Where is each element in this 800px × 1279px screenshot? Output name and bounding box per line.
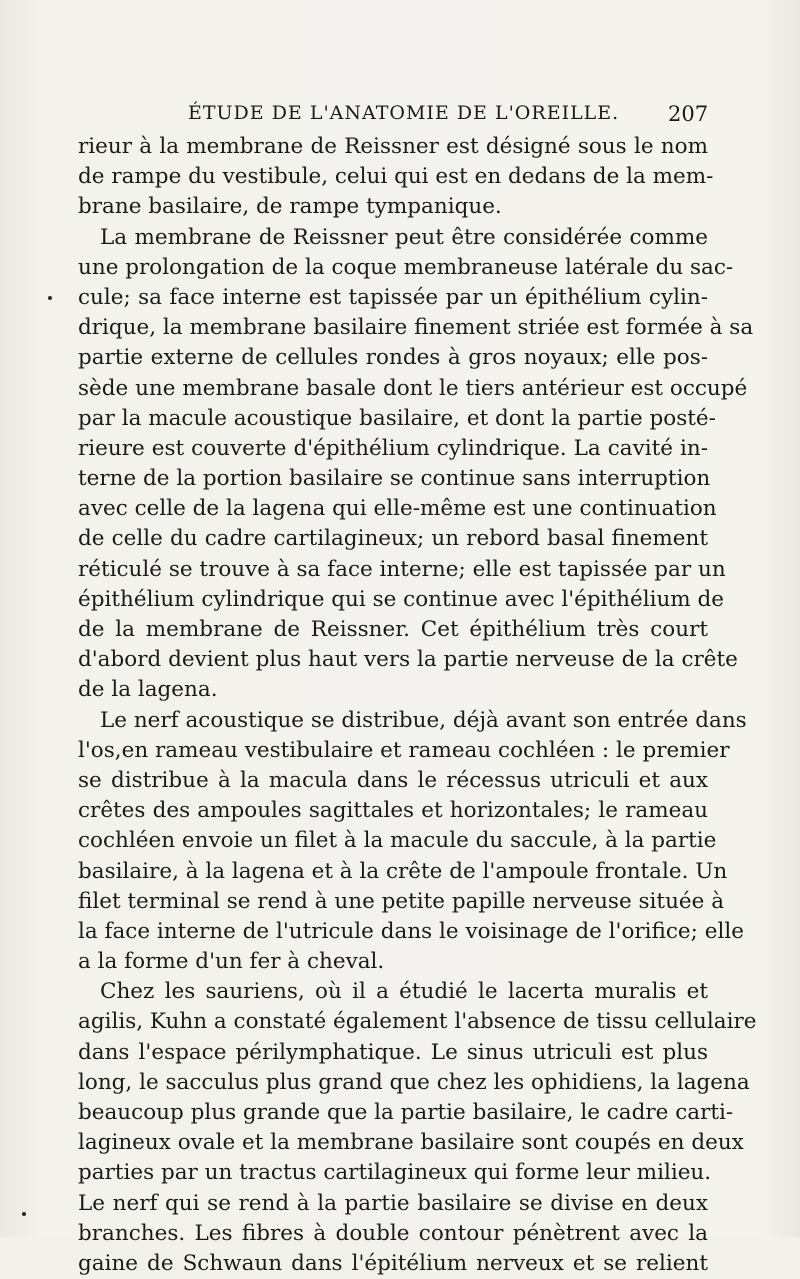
text-line: l'os,en rameau vestibulaire et rameau cochléen : le premier: [78, 737, 730, 763]
text-line: drique, la membrane basilaire finement striée est formée à sa: [78, 315, 754, 341]
text-line: lagineux ovale et la membrane basilaire sont coupés en deux: [78, 1130, 744, 1156]
text-line: parties par un tractus cartilagineux qui forme leur milieu.: [78, 1160, 712, 1186]
text-line: épithélium cylindrique qui se continue avec l'épithélium de: [78, 586, 725, 612]
text-line: avec celle de la lagena qui elle-même est une continuation: [78, 496, 717, 522]
text-line: cule; sa face interne est tapissée par un épithélium cylin-: [78, 284, 708, 310]
text-line: réticulé se trouve à sa face interne; elle est tapissée par un: [78, 556, 726, 582]
text-line: agilis, Kuhn a constaté également l'absence de tissu cellulaire: [78, 1009, 757, 1035]
body-text: [78, 132, 757, 1279]
text-line: rieure est couverte d'épithélium cylindrique. La cavité in-: [78, 435, 708, 461]
text-line: Le nerf qui se rend à la partie basilaire se divise en deux: [78, 1190, 708, 1216]
text-line: terne de la portion basilaire se continue sans interruption: [78, 466, 711, 492]
text-line: d'abord devient plus haut vers la partie nerveuse de la crête: [78, 647, 738, 673]
text-line: dans l'espace périlymphatique. Le sinus utriculi est plus: [78, 1039, 708, 1065]
text-line: une prolongation de la coque membraneuse latérale du sac-: [78, 254, 734, 280]
text-line: basilaire, à la lagena et à la crête de l'ampoule frontale. Un: [78, 858, 728, 884]
text-line: rieur à la membrane de Reissner est désigné sous le nom: [78, 134, 708, 159]
text-line: de la lagena.: [78, 677, 218, 703]
print-speck: [22, 1212, 26, 1216]
text-line: gaine de Schwaun dans l'épitélium nerveux et se relient: [78, 1250, 708, 1276]
text-line: brane basilaire, de rampe tympanique.: [78, 194, 502, 220]
text-line: beaucoup plus grande que la partie basilaire, le cadre carti-: [78, 1100, 734, 1125]
page-header: [0, 100, 800, 130]
text-line: filet terminal se rend à une petite papille nerveuse située à: [78, 888, 725, 914]
text-line: long, le sacculus plus grand que chez les ophidiens, la lagena: [78, 1069, 750, 1095]
running-title: ÉTUDE DE L'ANATOMIE DE L'OREILLE.: [188, 102, 620, 124]
text-line: sède une membrane basale dont le tiers antérieur est occupé: [78, 375, 748, 401]
page-number: 207: [668, 102, 709, 126]
text-line: de celle du cadre cartilagineux; un rebord basal finement: [78, 526, 708, 552]
print-speck: [48, 296, 52, 300]
text-line: a la forme d'un fer à cheval.: [78, 949, 385, 975]
text-line: par la macule acoustique basilaire, et dont la partie posté-: [78, 405, 716, 431]
text-line: Chez les sauriens, où il a étudié le lacerta muralis et: [100, 979, 708, 1005]
text-line: cochléen envoie un filet à la macule du saccule, à la partie: [78, 828, 717, 854]
text-line: de la membrane de Reissner. Cet épithélium très court: [78, 617, 708, 642]
text-line: de rampe du vestibule, celui qui est en dedans de la mem-: [78, 164, 714, 190]
text-line: partie externe de cellules rondes à gros noyaux; elle pos-: [78, 345, 708, 371]
text-line: branches. Les fibres à double contour pénètrent avec la: [78, 1220, 708, 1246]
text-line: la face interne de l'utricule dans le voisinage de l'orifice; elle: [78, 918, 744, 944]
text-line: crêtes des ampoules sagittales et horizontales; le rameau: [78, 798, 708, 824]
text-line: Le nerf acoustique se distribue, déjà avant son entrée dans: [100, 707, 747, 733]
text-line: La membrane de Reissner peut être considérée comme: [100, 224, 708, 250]
text-line: se distribue à la macula dans le récessus utriculi et aux: [78, 767, 708, 793]
